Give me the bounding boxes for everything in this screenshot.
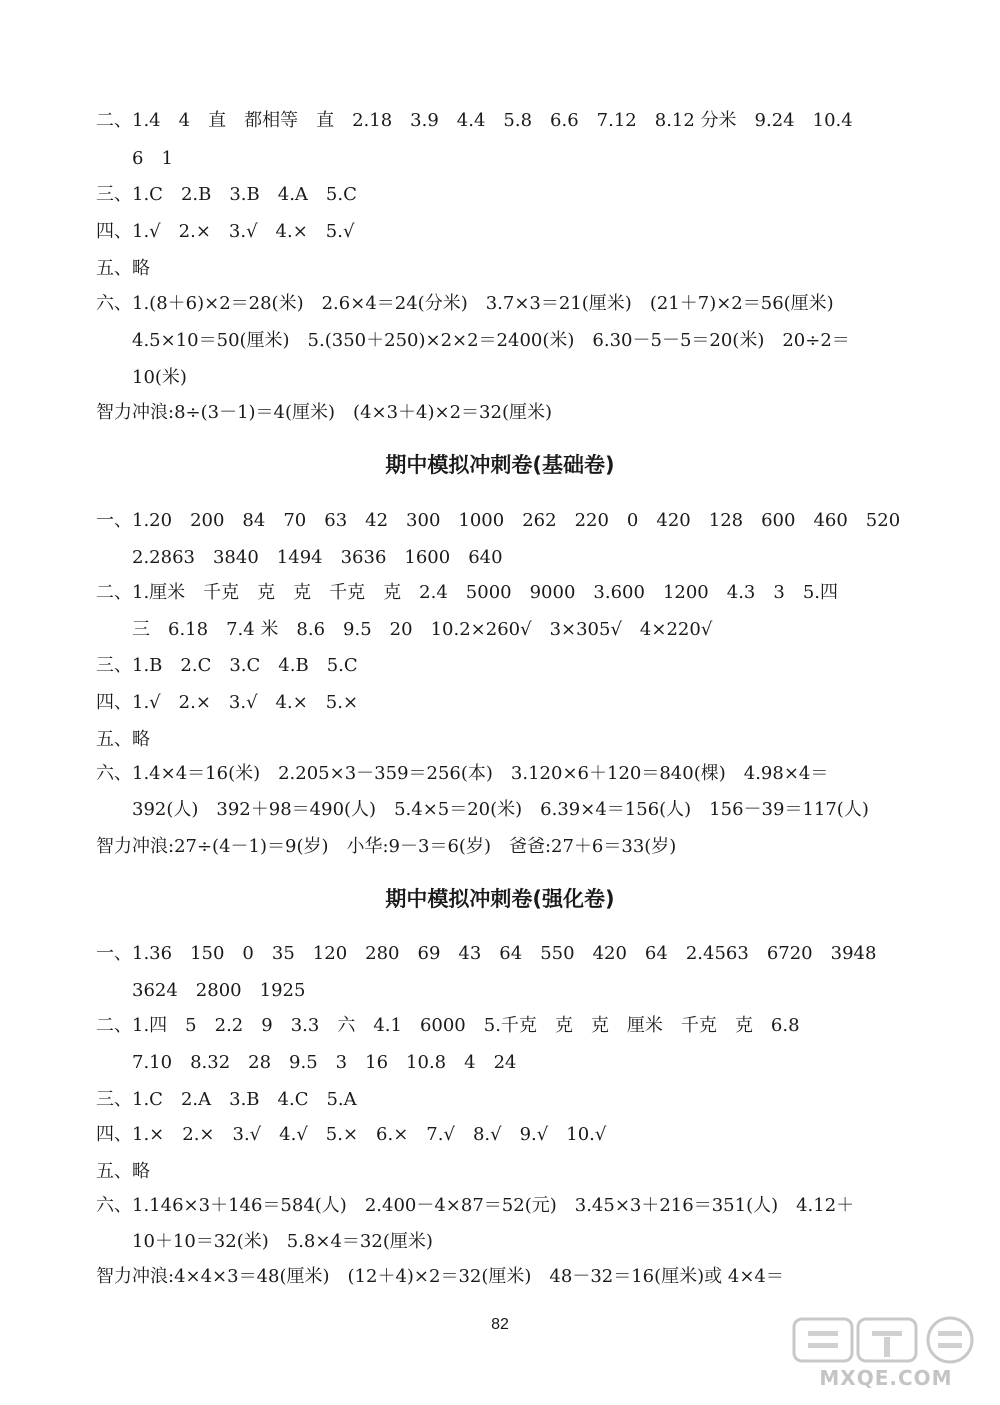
answer-line: 五、略	[96, 258, 150, 279]
answer-line: 六、1.4×4＝16(米) 2.205×3－359＝256(本) 3.120×6＋120＝840(棵) 4.98×4＝	[96, 763, 829, 784]
answer-line: 4.5×10＝50(厘米) 5.(350＋250)×2×2＝2400(米) 6.30－5－5＝20(米) 20÷2＝	[132, 330, 850, 351]
answer-line: 二、1.四 5 2.2 9 3.3 六 4.1 6000 5.千克 克 克 厘米 千克 克 6.8	[96, 1015, 800, 1036]
answer-line: 3624 2800 1925	[132, 980, 306, 1001]
answer-line: 智力冲浪:8÷(3－1)＝4(厘米) (4×3＋4)×2＝32(厘米)	[96, 402, 553, 423]
answer-line: 六、1.(8＋6)×2＝28(米) 2.6×4＝24(分米) 3.7×3＝21(厘米) (21＋7)×2＝56(厘米)	[96, 293, 834, 314]
answer-line: 四、1.× 2.× 3.√ 4.√ 5.× 6.× 7.√ 8.√ 9.√ 10.√	[96, 1124, 607, 1145]
answer-line: 二、1.4 4 直 都相等 直 2.18 3.9 4.4 5.8 6.6 7.12 8.12 分米 9.24 10.4	[96, 110, 853, 131]
page-number: 82	[491, 1316, 509, 1333]
answer-line: 10＋10＝32(米) 5.8×4＝32(厘米)	[132, 1231, 433, 1252]
answer-line: 五、略	[96, 729, 150, 750]
section-title: 期中模拟冲刺卷(基础卷)	[385, 453, 615, 477]
answer-line: 10(米)	[132, 367, 187, 388]
answer-line: 五、略	[96, 1161, 150, 1182]
answer-line: 7.10 8.32 28 9.5 3 16 10.8 4 24	[132, 1052, 517, 1073]
answer-line: 二、1.厘米 千克 克 克 千克 克 2.4 5000 9000 3.600 1200 4.3 3 5.四	[96, 582, 839, 603]
answer-line: 392(人) 392＋98＝490(人) 5.4×5＝20(米) 6.39×4＝156(人) 156－39＝117(人)	[132, 799, 869, 820]
answer-line: 四、1.√ 2.× 3.√ 4.× 5.√	[96, 221, 355, 242]
answer-line: 智力冲浪:4×4×3＝48(厘米) (12＋4)×2＝32(厘米) 48－32＝16(厘米)或 4×4＝	[96, 1266, 784, 1287]
section-title: 期中模拟冲刺卷(强化卷)	[385, 887, 615, 911]
answer-line: 智力冲浪:27÷(4－1)＝9(岁) 小华:9－3＝6(岁) 爸爸:27＋6＝33(岁)	[96, 836, 677, 857]
answer-line: 2.2863 3840 1494 3636 1600 640	[132, 547, 503, 568]
answer-line: 三、1.C 2.A 3.B 4.C 5.A	[96, 1089, 357, 1110]
answer-line: 三、1.C 2.B 3.B 4.A 5.C	[96, 184, 357, 205]
answer-line: 六、1.146×3＋146＝584(人) 2.400－4×87＝52(元) 3.45×3＋216＝351(人) 4.12＋	[96, 1195, 855, 1216]
answer-line: 一、1.36 150 0 35 120 280 69 43 64 550 420 64 2.4563 6720 3948	[96, 943, 877, 964]
svg-text:MXQE.COM: MXQE.COM	[819, 1366, 953, 1390]
watermark-logo	[786, 1313, 986, 1393]
answer-line: 三 6.18 7.4 米 8.6 9.5 20 10.2×260√ 3×305√ 4×220√	[132, 619, 713, 640]
answer-line: 6 1	[132, 148, 173, 169]
answer-line: 一、1.20 200 84 70 63 42 300 1000 262 220 0 420 128 600 460 520	[96, 510, 901, 531]
answer-line: 三、1.B 2.C 3.C 4.B 5.C	[96, 655, 358, 676]
answer-line: 四、1.√ 2.× 3.√ 4.× 5.×	[96, 692, 359, 713]
